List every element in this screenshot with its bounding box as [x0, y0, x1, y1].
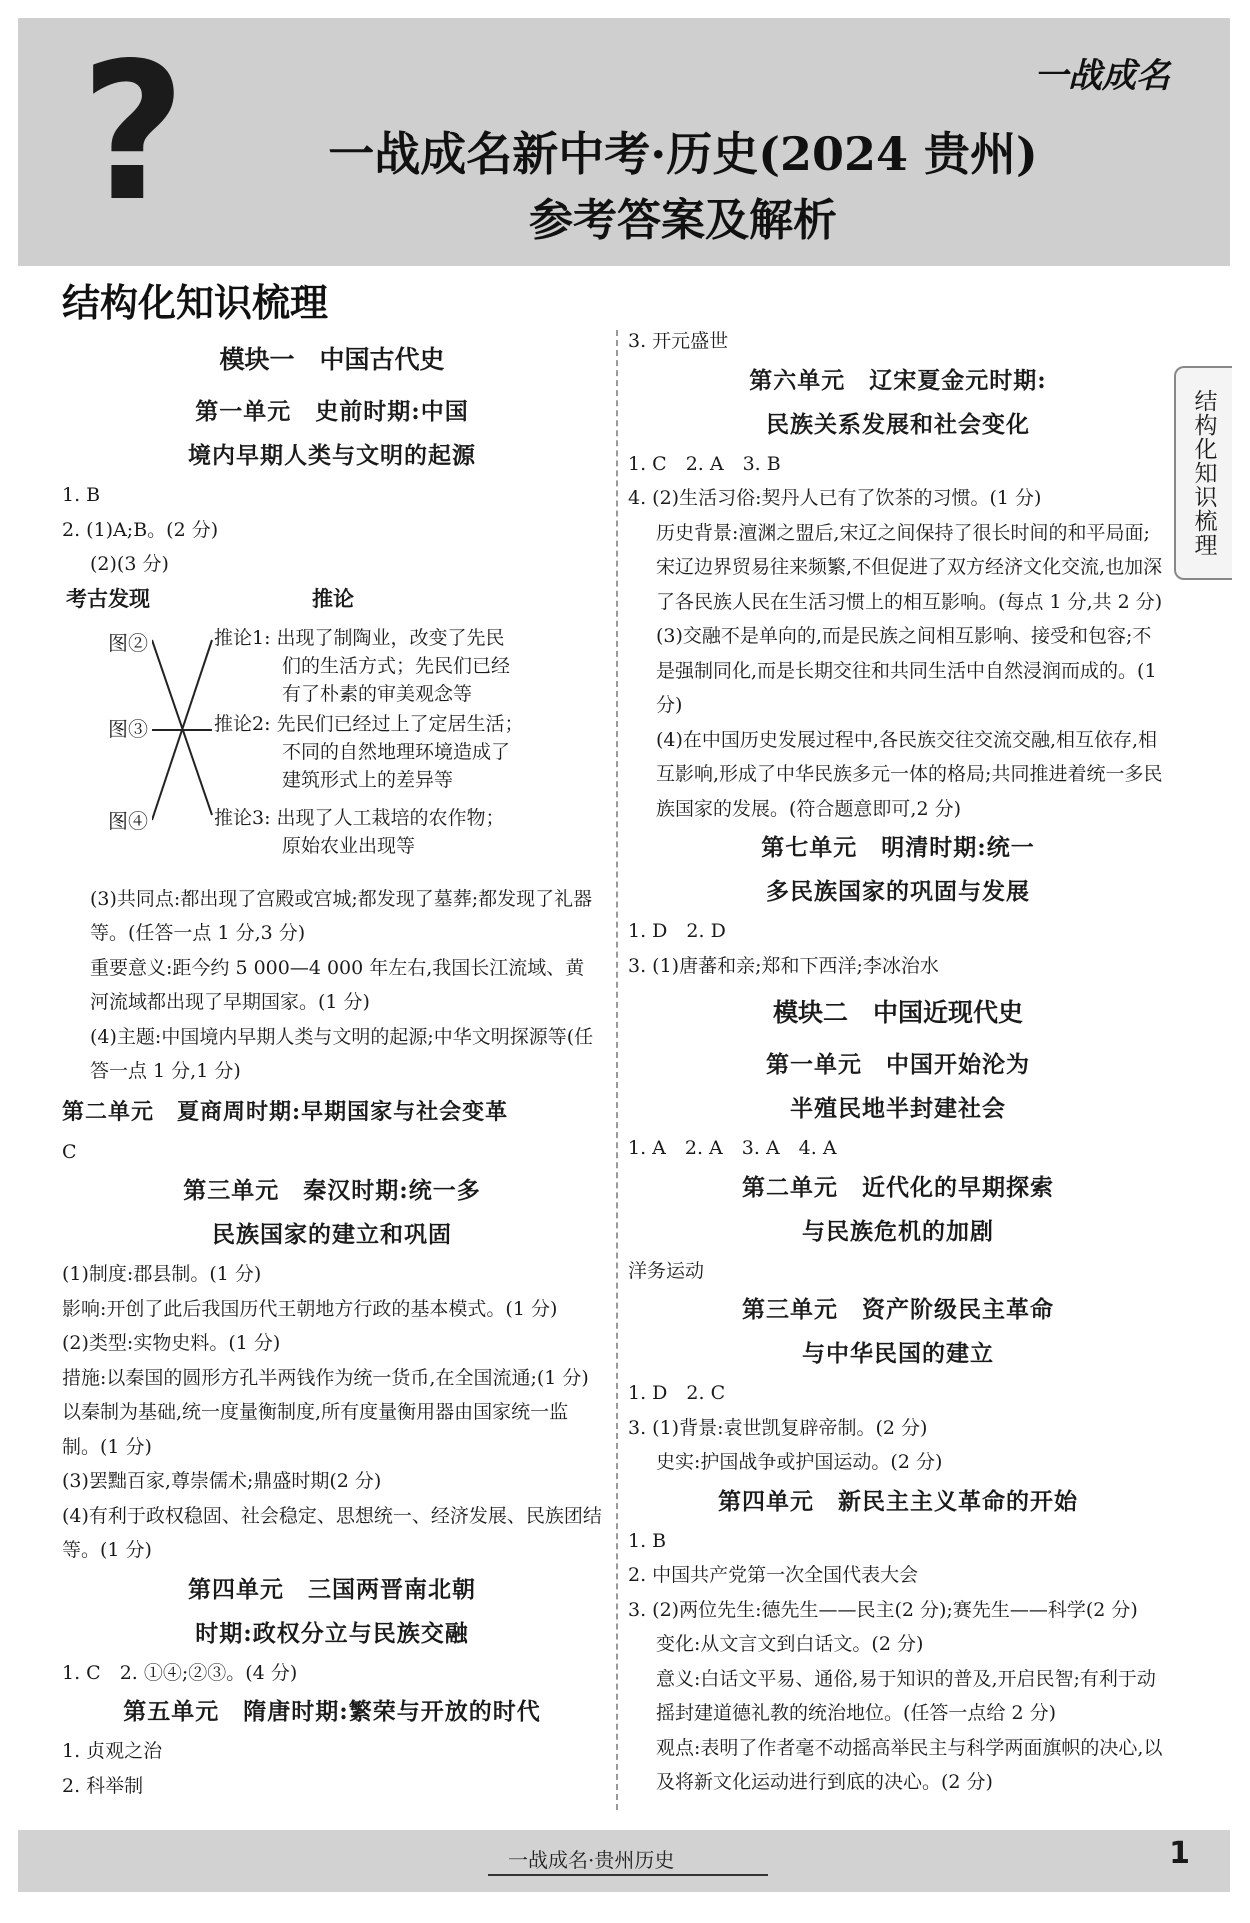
unit-heading: 与民族危机的加剧 [802, 1217, 994, 1245]
diagram-header-inference: 推论 [312, 586, 354, 611]
answer-line: 1. A 2. A 3. A 4. A [628, 1137, 837, 1159]
answer-line: (4)在中国历史发展过程中,各民族交往交流交融,相互依存,相互影响,形成了中华民族多元一体的格局;共同推进着统一多民族国家的发展。(符合题意即可,2 分) [656, 728, 1163, 820]
inference-text: 推论3: 出现了人工栽培的农作物； [214, 806, 505, 829]
answer-line: 2. (1)A;B。(2 分) [62, 518, 219, 541]
matching-diagram [62, 582, 602, 882]
answer-line: 观点:表明了作者毫不动摇高举民主与科学两面旗帜的决心,以及将新文化运动进行到底的决心。(2 分) [656, 1736, 1163, 1793]
answer-line: (1)制度:郡县制。(1 分) [62, 1263, 262, 1285]
unit-heading: 第一单元 史前时期:中国 [195, 398, 469, 425]
answer-line: (3)罢黜百家,尊崇儒术;鼎盛时期(2 分) [62, 1470, 382, 1492]
unit-heading: 半殖民地半封建社会 [790, 1095, 1006, 1122]
unit-heading: 多民族国家的巩固与发展 [766, 878, 1030, 905]
answer-line: 1. D 2. D [628, 920, 726, 942]
unit-heading: 民族国家的建立和巩固 [212, 1221, 452, 1248]
inference-text: 推论2: 先民们已经过上了定居生活； [214, 712, 524, 735]
inference-text: 有了朴素的审美观念等 [282, 682, 473, 705]
column-divider [616, 330, 618, 1810]
unit-heading: 第三单元 资产阶级民主革命 [742, 1296, 1054, 1323]
inference-text: 原始农业出现等 [282, 834, 416, 857]
page-number: 1 [1169, 1836, 1190, 1871]
unit-heading: 第二单元 夏商周时期:早期国家与社会变革 [62, 1098, 509, 1125]
left-column [62, 330, 602, 1803]
answer-line: 变化:从文言文到白话文。(2 分) [656, 1633, 924, 1655]
answer-line: 2. 科举制 [62, 1774, 144, 1797]
unit-heading: 第四单元 新民主主义革命的开始 [718, 1487, 1078, 1515]
unit-heading: 第一单元 中国开始沦为 [766, 1051, 1030, 1078]
unit-heading: 民族关系发展和社会变化 [766, 410, 1030, 438]
inference-text: 不同的自然地理环境造成了 [282, 740, 511, 763]
answer-line: 2. 中国共产党第一次全国代表大会 [628, 1564, 919, 1586]
answer-line: (3)交融不是单向的,而是民族之间相互影响、接受和包容;不是强制同化,而是长期交往和共同生活中自然浸润而成的。(1 分) [656, 625, 1157, 716]
answer-line: 历史背景:澶渊之盟后,宋辽之间保持了很长时间的和平局面;宋辽边界贸易往来频繁,不但促进了双方经济文化交流,也加深了各民族人民在生活习惯上的相互影响。(每点 1 分,共 2 分) [656, 521, 1163, 613]
right-column [628, 324, 1168, 1800]
answer-line: C [62, 1140, 77, 1163]
answer-line: 史实:护国战争或护国运动。(2 分) [656, 1451, 943, 1473]
answer-line: 意义:白话文平易、通俗,易于知识的普及,开启民智;有利于动摇封建道德礼教的统治地位。(任答一点给 2 分) [656, 1667, 1156, 1724]
answer-line: 影响:开创了此后我国历代王朝地方行政的基本模式。(1 分) [62, 1297, 558, 1320]
answer-line: 1. D 2. C [628, 1382, 726, 1404]
inference-3 [214, 804, 614, 860]
answer-line: 1. B [62, 484, 101, 506]
answer-line: 措施:以秦国的圆形方孔半两钱作为统一货币,在全国流通;(1 分)以秦制为基础,统一度量衡制度,所有度量衡用器由国家统一监制。(1 分) [62, 1366, 589, 1458]
answer-line: (3)共同点:都出现了宫殿或宫城;都发现了墓葬;都发现了礼器等。(任答一点 1 分,3 分) [90, 887, 593, 944]
answer-line: 1. B [628, 1529, 667, 1552]
unit-heading: 与中华民国的建立 [802, 1340, 994, 1367]
answer-line: 3. (1)唐蕃和亲;郑和下西洋;李冰治水 [628, 954, 939, 977]
unit-heading: 第四单元 三国两晋南北朝 [188, 1575, 476, 1603]
question-mark-logo: ? [80, 22, 186, 243]
answer-line: (2)类型:实物史料。(1 分) [62, 1332, 281, 1354]
unit-heading: 第三单元 秦汉时期:统一多 [183, 1177, 481, 1204]
unit-heading: 境内早期人类与文明的起源 [188, 442, 476, 469]
answer-line: 1. C 2. A 3. B [628, 452, 781, 475]
answer-line: 3. (2)两位先生:德先生——民主(2 分);赛先生——科学(2 分) [628, 1598, 1138, 1621]
inference-1 [214, 624, 614, 708]
page-header [18, 18, 1230, 266]
answer-line: (4)主题:中国境内早期人类与文明的起源;中华文明探源等(任答一点 1 分,1 分) [90, 1025, 594, 1082]
page-title: 一战成名新中考·历史(2024 贵州) [328, 127, 1038, 181]
matching-lines [152, 630, 222, 840]
diagram-header-discovery: 考古发现 [66, 586, 150, 611]
inference-2 [214, 710, 614, 794]
footer-text: 一战成名·贵州历史 [508, 1848, 675, 1872]
answer-line: 1. 贞观之治 [62, 1740, 163, 1762]
answer-line: 4. (2)生活习俗:契丹人已有了饮茶的习惯。(1 分) [628, 487, 1042, 509]
side-tab: 结构化知识梳理 [1174, 366, 1232, 580]
answer-line: 1. C 2. ①④;②③。(4 分) [62, 1661, 298, 1684]
footer-line [488, 1874, 768, 1876]
inference-text: 建筑形式上的差异等 [282, 768, 454, 791]
answer-line: 3. (1)背景:袁世凯复辟帝制。(2 分) [628, 1416, 928, 1439]
inference-text: 推论1: 出现了制陶业，改变了先民 [214, 626, 505, 649]
unit-heading: 第七单元 明清时期:统一 [761, 834, 1035, 861]
answer-line: 重要意义:距今约 5 000—4 000 年左右,我国长江流域、黄河流域都出现了早期国家。(1 分) [90, 956, 585, 1013]
unit-heading: 第二单元 近代化的早期探索 [742, 1173, 1054, 1201]
module-heading: 模块二 中国近现代史 [772, 998, 1023, 1027]
page-footer [18, 1830, 1230, 1892]
page-subtitle: 参考答案及解析 [529, 195, 837, 246]
answer-line: (2)(3 分) [90, 553, 169, 575]
module-heading: 模块一 中国古代史 [219, 345, 445, 374]
inference-text: 们的生活方式；先民们已经 [282, 654, 511, 677]
answer-line: 3. 开元盛世 [628, 330, 729, 352]
figure-label: 图③ [108, 716, 148, 741]
section-title: 结构化知识梳理 [62, 281, 329, 325]
unit-heading: 第五单元 隋唐时期:繁荣与开放的时代 [123, 1698, 541, 1725]
answer-line: (4)有利于政权稳固、社会稳定、思想统一、经济发展、民族团结等。(1 分) [62, 1504, 602, 1561]
answer-line: 洋务运动 [628, 1259, 705, 1282]
unit-heading: 第六单元 辽宋夏金元时期: [749, 366, 1047, 394]
unit-heading: 时期:政权分立与民族交融 [195, 1619, 469, 1647]
brand-logo: 一战成名 [1034, 56, 1170, 96]
figure-label: 图④ [108, 808, 148, 833]
figure-label: 图② [108, 630, 148, 655]
